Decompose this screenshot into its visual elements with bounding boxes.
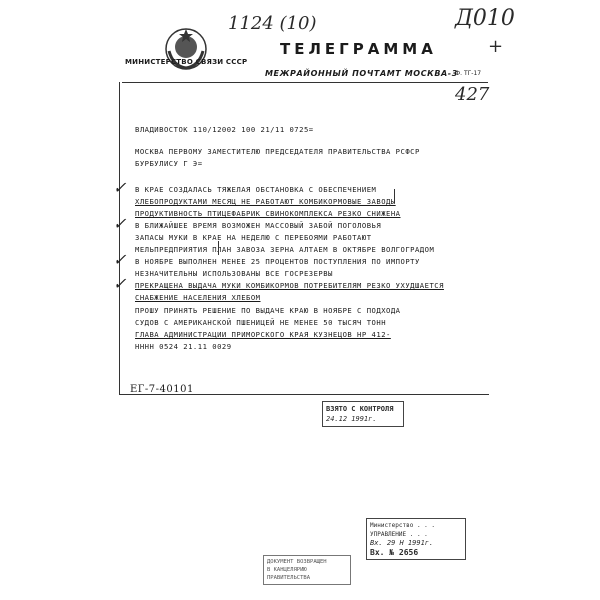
telegram-line: НЕЗНАЧИТЕЛЬНЫ ИСПОЛЬЗОВАНЫ ВСЕ ГОСРЕЗЕРВЫ <box>135 269 333 278</box>
margin-check-icon: ✓ <box>113 274 127 293</box>
stamp-text: Министерство . . . УПРАВЛЕНИЕ . . . <box>370 522 436 538</box>
telegram-line: ЗАПАСЫ МУКИ В КРАЕ НА НЕДЕЛЮ С ПЕРЕБОЯМИ РАБОТАЮТ <box>135 233 372 242</box>
telegram-line: ХЛЕБОПРОДУКТАМИ МЕСЯЦ НЕ РАБОТАЮТ КОМБИКОРМОВЫЕ ЗАВОДЫ <box>135 197 396 206</box>
left-margin-rule <box>119 82 120 394</box>
telegram-line: ПРЕКРАЩЕНА ВЫДАЧА МУКИ КОМБИКОРМОВ ПОТРЕБИТЕЛЯМ РЕЗКО УХУДШАЕТСЯ <box>135 281 444 290</box>
telegram-line: В КРАЕ СОЗДАЛАСЬ ТЯЖЕЛАЯ ОБСТАНОВКА С ОБЕСПЕЧЕНИЕМ <box>135 185 377 194</box>
handwritten-note-right: Д010 <box>455 6 515 31</box>
stamp-number: Вх. № 2656 <box>370 548 419 557</box>
telegram-addressee: МОСКВА ПЕРВОМУ ЗАМЕСТИТЕЛЮ ПРЕДСЕДАТЕЛЯ ПРАВИТЕЛЬСТВА РСФСР <box>135 147 420 156</box>
margin-check-icon: ✓ <box>113 214 127 233</box>
handwritten-number: 427 <box>455 84 490 105</box>
post-office-name: МЕЖРАЙОННЫЙ ПОЧТАМТ МОСКВА-3 <box>265 69 458 78</box>
bracket-mark <box>213 241 219 255</box>
stamp-text: ПРАВИТЕЛЬСТВА <box>267 575 311 581</box>
telegram-line: ПРОДУКТИВНОСТЬ ПТИЦЕФАБРИК СВИНОКОМПЛЕКСА РЕЗКО СНИЖЕНА <box>135 209 401 218</box>
bracket-mark <box>388 189 395 203</box>
document-title: ТЕЛЕГРАММА <box>280 40 437 58</box>
telegram-line: НННН 0524 21.11 0029 <box>135 342 232 351</box>
telegram-line: ГЛАВА АДМИНИСТРАЦИИ ПРИМОРСКОГО КРАЯ КУЗНЕЦОВ НР 412- <box>135 330 391 339</box>
stamp-date: 24.12 1991г. <box>326 415 377 423</box>
margin-check-icon: ✓ <box>113 178 127 197</box>
registration-stamp <box>366 518 466 560</box>
telegram-addressee-name: БУРБУЛИСУ Г Э= <box>135 159 203 168</box>
stamp-date: Вх. 29 Н 1991г. <box>370 539 434 547</box>
stamp-text: В КАНЦЕЛЯРИЮ <box>267 567 307 573</box>
stamp-text: ВЗЯТО С КОНТРОЛЯ <box>326 405 394 413</box>
telegram-line: СНАБЖЕНИЕ НАСЕЛЕНИЯ ХЛЕБОМ <box>135 293 261 302</box>
stamp-text: ДОКУМЕНТ ВОЗВРАЩЕН <box>267 559 327 565</box>
telegram-line: ПРОШУ ПРИНЯТЬ РЕШЕНИЕ ПО ВЫДАЧЕ КРАЮ В НОЯБРЕ С ПОДХОДА <box>135 306 401 315</box>
form-code: Ф. ТГ-17 <box>455 70 482 77</box>
telegram-line: СУДОВ С АМЕРИКАНСКОЙ ПШЕНИЦЕЙ НЕ МЕНЕЕ 50 ТЫСЯЧ ТОНН <box>135 318 387 327</box>
telegram-line: В НОЯБРЕ ВЫПОЛНЕН МЕНЕЕ 25 ПРОЦЕНТОВ ПОСТУПЛЕНИЯ ПО ИМПОРТУ <box>135 257 420 266</box>
telegram-line: В БЛИЖАЙШЕЕ ВРЕМЯ ВОЗМОЖЕН МАССОВЫЙ ЗАБОЙ ПОГОЛОВЬЯ <box>135 221 382 230</box>
margin-check-icon: ✓ <box>113 250 127 269</box>
form-identifier: ЕГ-7-40101 <box>130 384 194 395</box>
handwritten-note-top: 1124 (10) <box>228 13 317 34</box>
return-stamp <box>263 555 351 585</box>
handwritten-plus: + <box>488 36 504 57</box>
ministry-name: МИНИСТЕРСТВО СВЯЗИ СССР <box>125 58 248 66</box>
header-rule <box>122 82 488 83</box>
telegram-line: МЕЛЬПРЕДПРИЯТИЯ ПЛАН ЗАВОЗА ЗЕРНА АЛТАЕМ В ОКТЯБРЕ ВОЛГОГРАДОМ <box>135 245 435 254</box>
control-stamp <box>322 401 404 427</box>
telegram-origin: ВЛАДИВОСТОК 110/12002 100 21/11 0725= <box>135 125 314 134</box>
